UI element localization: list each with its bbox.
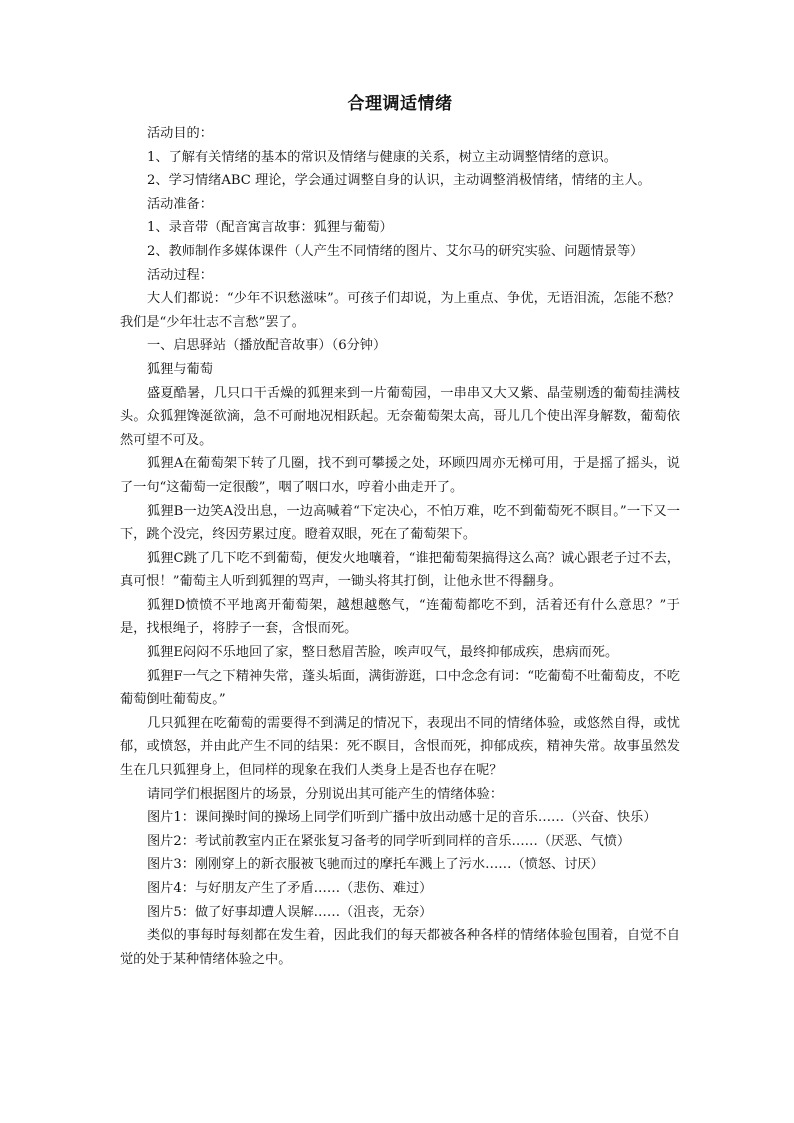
paragraph: 2、教师制作多媒体课件（人产生不同情绪的图片、艾尔马的研究实验、问题情景等）	[147, 243, 644, 259]
paragraph: 类似的事每时每刻都在发生着，因此我们的每天都被各种各样的情绪体验包围着，自觉不自觉的处于某种情绪体验之中。	[120, 928, 680, 967]
paragraph: 一、启思驿站（播放配音故事）（6分钟）	[147, 338, 387, 354]
paragraph: 活动目的：	[147, 126, 213, 141]
paragraph: 盛夏酷暑，几只口干舌燥的狐狸来到一片葡萄园，一串串又大又紫、晶莹剔透的葡萄挂满枝头。众狐狸馋涎欲滴，急不可耐地况相跃起。无奈葡萄架太高，哥儿几个使出浑身解数，葡萄依然可望不可及。	[120, 385, 680, 448]
paragraph: 狐狸F一气之下精神失常，蓬头垢面，满街游逛，口中念念有词：“吃葡萄不吐葡萄皮，不吃葡萄倒吐葡萄皮。”	[120, 668, 680, 708]
paragraph: 图片1：课间操时间的操场上同学们听到广播中放出动感十足的音乐……（兴奋、快乐）	[147, 810, 657, 826]
paragraph: 图片2：考试前教室内正在紧张复习备考的同学听到同样的音乐……（厌恶、气愤）	[147, 833, 631, 849]
paragraph: 狐狸A在葡萄架下转了几圈，找不到可攀援之处，环顾四周亦无梯可用，于是摇了摇头，说了一句“这葡萄一定很酸”，咽了咽口水，哼着小曲走开了。	[120, 456, 680, 495]
paragraph: 狐狸与葡萄	[147, 361, 213, 377]
paragraph: 1、了解有关情绪的基本的常识及情绪与健康的关系，树立主动调整情绪的意识。	[147, 149, 617, 165]
paragraph: 活动过程：	[147, 267, 213, 283]
paragraph: 狐狸E闷闷不乐地回了家，整日愁眉苦脸，唉声叹气，最终抑郁成疾，患病而死。	[147, 645, 619, 661]
paragraph: 1、录音带（配音寓言故事：狐狸与葡萄）	[147, 220, 393, 236]
paragraph: 狐狸D愤愤不平地离开葡萄架，越想越憋气，“连葡萄都吃不到，活着还有什么意思？”于是，找根绳子，将脖子一套，含恨而死。	[120, 597, 680, 637]
paragraph: 图片4：与好朋友产生了矛盾……（悲伤、难过）	[147, 881, 433, 896]
paragraph: 2、学习情绪ABC 理论，学会通过调整自身的认识，主动调整消极情绪，情绪的主人。	[147, 173, 651, 189]
document-title: 合理调适情绪	[347, 94, 453, 114]
paragraph: 请同学们根据图片的场景，分别说出其可能产生的情绪体验：	[147, 786, 504, 802]
paragraph: 图片5：做了好事却遭人误解……（沮丧，无奈）	[147, 904, 433, 920]
document-page	[120, 92, 680, 971]
paragraph: 大人们都说：“少年不识愁滋味”。可孩子们却说，为上重点、争优，无语泪流，怎能不愁？我们是“少年壮志不言愁”罢了。	[120, 291, 680, 330]
paragraph: 狐狸B一边笑A没出息，一边高喊着“下定决心，不怕万难，吃不到葡萄死不瞑目。”一下又一下，跳个没完，终因劳累过度。瞪着双眼，死在了葡萄架下。	[120, 503, 680, 543]
paragraph: 活动准备：	[147, 196, 213, 212]
paragraph: 图片3：刚刚穿上的新衣服被飞驰而过的摩托车溅上了污水……（愤怒、讨厌）	[147, 857, 604, 873]
paragraph: 几只狐狸在吃葡萄的需要得不到满足的情况下，表现出不同的情绪体验，或悠然自得，或忧郁，或愤怒，并由此产生不同的结果：死不瞑目，含恨而死，抑郁成疾，精神失常。故事虽然发生在几只狐狸身上，但同样的现象在我们人类身上是否也存在呢？	[120, 715, 680, 779]
paragraph: 狐狸C跳了几下吃不到葡萄，便发火地嚷着，“谁把葡萄架搞得这么高？诚心跟老子过不去，真可恨！”葡萄主人听到狐狸的骂声，一锄头将其打倒，让他永世不得翻身。	[120, 550, 680, 590]
